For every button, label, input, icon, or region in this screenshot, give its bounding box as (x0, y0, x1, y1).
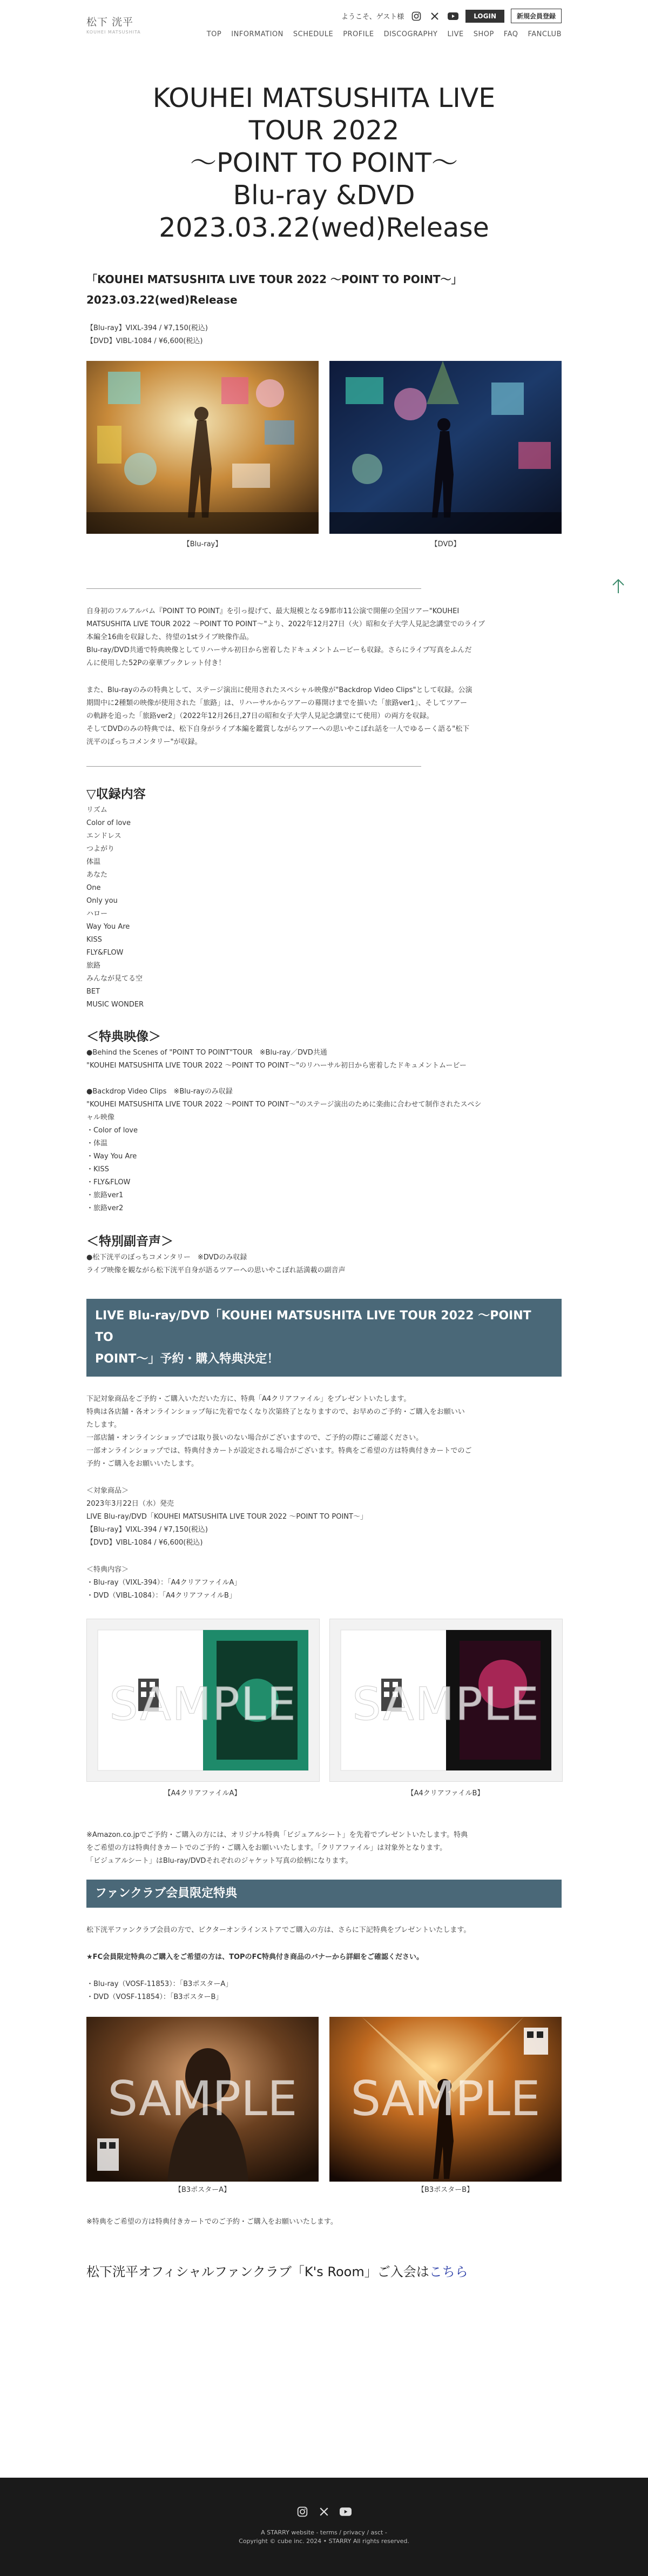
release-title (86, 269, 562, 310)
tracklist (86, 804, 562, 1011)
jacket-dvd (329, 361, 562, 548)
fanclub-bonus-item: ・Blu-ray（VOSF-11853）：「B3ポスターA」 (86, 1980, 233, 1988)
dvd-jacket-image (329, 361, 562, 534)
preorder-intro (86, 1393, 562, 1471)
poster-a (86, 2017, 319, 2194)
page-title-line: TOUR 2022 (248, 115, 400, 146)
jacket-photos (86, 361, 562, 548)
footer-links[interactable]: A STARRY website - terms / privacy / asct - (261, 2529, 387, 2536)
bonus-video-heading: ＜特典映像＞ (86, 1030, 161, 1044)
page-title-line: ～POINT TO POINT～ (190, 147, 458, 178)
bonus-audio-list (86, 1251, 562, 1277)
greeting-text: ようこそ、ゲスト様 (341, 13, 404, 21)
bonus-video-line: ・Color of love (86, 1126, 138, 1135)
nav-faq[interactable]: FAQ (503, 30, 518, 38)
preorder-contents-line: ＜特典内容＞ (86, 1566, 129, 1574)
track-item: Way You Are (86, 923, 130, 931)
preorder-contents-line: ・Blu-ray（VIXL-394）：「A4クリアファイルA」 (86, 1579, 241, 1587)
clearfile-b-image (329, 1619, 563, 1782)
poster-b-image (329, 2017, 562, 2182)
preorder-target-line: LIVE Blu-ray/DVD「KOUHEI MATSUSHITA LIVE TOUR 2022 ～POINT TO POINT～」 (86, 1513, 367, 1521)
nav-information[interactable]: INFORMATION (231, 30, 284, 38)
fanclub-join-line (86, 2261, 562, 2280)
track-item: One (86, 884, 101, 892)
fanclub-bonus-banner: ファンクラブ会員限定特典 (86, 1880, 562, 1908)
track-item: ハロー (86, 910, 108, 918)
preorder-target-line: ＜対象商品＞ (86, 1487, 129, 1495)
poster-b (329, 2017, 562, 2194)
amazon-note-line: 「ビジュアルシート」はBlu-ray/DVDそれぞれのジャケット写真の絵柄になります。 (86, 1857, 353, 1865)
site-header (0, 0, 648, 49)
description-line: また、Blu-rayのみの特典として、ステージ演出に使用されたスペシャル映像が"Backdrop Video Clips"として収録。公演 (86, 686, 473, 694)
preorder-intro-line: たします。 (86, 1421, 121, 1429)
preorder-intro-line: 一部店舗・オンラインショップでは取り扱いのない場合がございますので、ご予約の際にご確認ください。 (86, 1434, 423, 1442)
bonus-video-list (86, 1046, 562, 1215)
register-button[interactable]: 新規会員登録 (511, 9, 562, 23)
sample-watermark: SAMPLE (107, 2071, 298, 2126)
track-item: あなた (86, 871, 108, 879)
description-line: MATSUSHITA LIVE TOUR 2022 ～POINT TO POINT～"より、2022年12月27日（火）昭和女子大学人見記念講堂でのライブ (86, 620, 485, 628)
bonus-video-line: ・旅路ver2 (86, 1204, 124, 1212)
bonus-video-line: ・FLY&FLOW (86, 1178, 131, 1186)
bonus-video-line: ・旅路ver1 (86, 1191, 124, 1199)
amazon-note-line: ※Amazon.co.jpでご予約・ご購入の方には、オリジナル特典「ビジュアルシート」を先着でプレゼントいたします。特典 (86, 1831, 468, 1839)
login-button[interactable]: LOGIN (465, 10, 504, 23)
main-content (86, 269, 562, 2280)
youtube-icon[interactable] (447, 10, 459, 22)
preorder-intro-line: 下記対象商品をご予約・ご購入いただいた方に、特典「A4クリアファイル」をプレゼントいたします。 (86, 1395, 411, 1403)
preorder-intro-line: 予約・ご購入をお願いいたします。 (86, 1460, 198, 1468)
nav-schedule[interactable]: SCHEDULE (293, 30, 334, 38)
description-line: そしてDVDのみの特典では、松下自身がライブ本編を鑑賞しながらツアーへの思いやこぼれ話を一人でゆるーく語る"松下 (86, 725, 470, 733)
track-item: Color of love (86, 819, 131, 827)
description-line: 洸平のぼっちコメンタリー"が収録。 (86, 738, 202, 746)
x-icon[interactable] (429, 10, 441, 22)
sample-watermark: SAMPLE (350, 2071, 541, 2126)
amazon-note (86, 1829, 562, 1868)
preorder-target-line: 2023年3月22日（水）発売 (86, 1500, 174, 1508)
page-title-line: 2023.03.22(wed)Release (159, 212, 489, 243)
bonus-video-line: "KOUHEI MATSUSHITA LIVE TOUR 2022 ～POINT TO POINT～"のステージ演出のために楽曲に合わせて制作されたスペシ (86, 1101, 482, 1109)
site-footer (0, 2478, 648, 2576)
logo-text: 松下 洸平 (86, 16, 134, 28)
bluray-price: 【Blu-ray】VIXL-394 / ¥7,150(税込) (86, 324, 208, 332)
fanclub-bonus-items (86, 1978, 562, 2004)
nav-fanclub[interactable]: FANCLUB (528, 30, 562, 38)
tracklist-heading: ▽収録内容 (86, 787, 146, 801)
site-logo[interactable] (86, 14, 141, 35)
track-item: つよがり (86, 845, 115, 853)
fanclub-join-text: 松下洸平オフィシャルファンクラブ「K's Room」ご入会は (86, 2264, 429, 2279)
page-title-line: Blu-ray &DVD (233, 180, 415, 211)
sample-watermark: SAMPLE (109, 1678, 297, 1730)
sample-watermark: SAMPLE (352, 1678, 540, 1730)
arrow-up-icon (611, 578, 625, 594)
preorder-banner-line: POINT～」予約・購入特典決定！ (95, 1352, 279, 1366)
preorder-contents (86, 1564, 562, 1602)
track-item: 体温 (86, 858, 101, 866)
clearfile-a (86, 1619, 319, 1797)
preorder-contents-line: ・DVD（VIBL-1084）：「A4クリアファイルB」 (86, 1592, 236, 1600)
fanclub-bonus-intro: 松下洸平ファンクラブ会員の方で、ビクターオンラインストアでご購入の方は、さらに下記特典をプレゼントいたします。 (86, 1926, 471, 1934)
jacket-bluray (86, 361, 319, 548)
poster-samples (86, 2017, 562, 2194)
header-utility-bar (341, 9, 562, 23)
preorder-target (86, 1485, 562, 1549)
track-item: BET (86, 988, 100, 996)
copyright: Copyright © cube inc. 2024 • STARRY All rights reserved. (239, 2538, 409, 2545)
page-title (81, 82, 567, 244)
preorder-target-line: 【DVD】VIBL-1084 / ¥6,600(税込) (86, 1539, 203, 1547)
bonus-video-line: ・KISS (86, 1165, 109, 1173)
nav-profile[interactable]: PROFILE (343, 30, 374, 38)
track-item: KISS (86, 936, 102, 944)
preorder-target-line: 【Blu-ray】VIXL-394 / ¥7,150(税込) (86, 1526, 208, 1534)
bonus-video-line: "KOUHEI MATSUSHITA LIVE TOUR 2022 ～POINT TO POINT～"のリハーサル初日から密着したドキュメントムービー (86, 1062, 467, 1070)
track-item: みんなが見てる空 (86, 975, 143, 983)
preorder-intro-line: 一部オンラインショップでは、特典付きカートが設定される場合がございます。特典をご希望の方は特典付きカートでのご (86, 1447, 472, 1455)
fanclub-join-link[interactable]: こちら (429, 2264, 468, 2279)
track-item: リズム (86, 806, 107, 814)
scroll-top-button[interactable] (611, 578, 625, 594)
clearfile-b (329, 1619, 562, 1797)
description-line: 本編全16曲を収録した、待望の1stライブ映像作品。 (86, 633, 253, 641)
fanclub-bonus-note: ★FC会員限定特典のご購入をご希望の方は、TOPのFC特典付き商品のバナーから詳細をご確認ください。 (86, 1953, 423, 1961)
bluray-caption: 【Blu-ray】 (183, 540, 222, 548)
fanclub-footnote: ※特典をご希望の方は特典付きカートでのご予約・ご購入をお願いいたします。 (86, 2218, 338, 2226)
bonus-audio-heading: ＜特別副音声＞ (86, 1235, 173, 1249)
bonus-video-line: ●Backdrop Video Clips ※Blu-rayのみ収録 (86, 1088, 233, 1096)
release-title-line: 「KOUHEI MATSUSHITA LIVE TOUR 2022 ～POINT TO POINT～」 (86, 273, 462, 286)
preorder-banner (86, 1299, 562, 1377)
clearfile-a-caption: 【A4クリアファイルA】 (164, 1789, 241, 1797)
description-paragraph-2 (86, 684, 562, 749)
amazon-note-line: をご希望の方は特典付きカートでのご予約・ご購入をお願いいたします。「クリアファイル」は対象外となります。 (86, 1844, 447, 1852)
clearfile-b-caption: 【A4クリアファイルB】 (407, 1789, 484, 1797)
nav-discography[interactable]: DISCOGRAPHY (383, 30, 438, 38)
nav-live[interactable]: LIVE (447, 30, 464, 38)
poster-b-caption: 【B3ポスターB】 (417, 2186, 474, 2194)
track-item: 旅路 (86, 962, 101, 970)
global-nav (207, 30, 562, 38)
description-paragraph-1 (86, 605, 562, 670)
x-icon[interactable] (318, 2506, 330, 2518)
clearfile-samples (86, 1619, 562, 1797)
logo-subtext: KOUHEI MATSUSHITA (86, 30, 141, 35)
bonus-video-line: ●Behind the Scenes of "POINT TO POINT"TOUR ※Blu-ray／DVD共通 (86, 1049, 327, 1057)
divider (86, 766, 421, 767)
dvd-price: 【DVD】VIBL-1084 / ¥6,600(税込) (86, 337, 203, 345)
youtube-icon[interactable] (340, 2506, 352, 2518)
bonus-video-line: ・体温 (86, 1139, 108, 1148)
description-line: 自身初のフルアルバム『POINT TO POINT』を引っ提げて、最大規模となる9都市11公演で開催の全国ツアー"KOUHEI (86, 607, 460, 615)
nav-shop[interactable]: SHOP (473, 30, 494, 38)
track-item: FLY&FLOW (86, 949, 124, 957)
preorder-banner-line: LIVE Blu-ray/DVD「KOUHEI MATSUSHITA LIVE TOUR 2022 ～POINT TO (95, 1309, 531, 1344)
fanclub-bonus-item: ・DVD（VOSF-11854）：「B3ポスターB」 (86, 1993, 223, 2001)
footer-social (0, 2506, 648, 2518)
nav-top[interactable]: TOP (206, 30, 222, 38)
track-item: MUSIC WONDER (86, 1001, 144, 1009)
release-date: 2023.03.22(wed)Release (86, 293, 238, 306)
track-item: エンドレス (86, 832, 122, 840)
poster-a-caption: 【B3ポスターA】 (174, 2186, 231, 2194)
description-line: 期間中に2種類の映像が使用された「旅路」は、リハーサルからツアーの幕開けまでを描いた「旅路ver1」、そしてツアー (86, 699, 467, 707)
bluray-jacket-image (86, 361, 319, 534)
bonus-video-line: ・Way You Are (86, 1152, 137, 1160)
footer-text (0, 2528, 648, 2546)
description-line: の軌跡を追った「旅路ver2」（2022年12月26日,27日の昭和女子大学人見記念講堂にて使用）の両方を収録。 (86, 712, 434, 720)
bonus-audio-line: ●松下洸平のぼっちコメンタリー ※DVDのみ収録 (86, 1253, 247, 1262)
bonus-video-line: ャル映像 (86, 1113, 115, 1122)
description-line: Blu-ray/DVD共通で特典映像としてリハーサル初日から密着したドキュメントムービーも収録。さらにライブ写真をふんだ (86, 646, 472, 654)
description-line: んに使用した52Pの豪華ブックレット付き！ (86, 659, 226, 667)
instagram-icon[interactable] (296, 2506, 308, 2518)
poster-a-image (86, 2017, 319, 2182)
bonus-audio-line: ライブ映像を観ながら松下洸平自身が語るツアーへの思いやこぼれ話満載の副音声 (86, 1266, 346, 1274)
preorder-intro-line: 特典は各店舗・各オンラインショップ毎に先着でなくなり次第終了となりますので、お早めのご予約・ご購入をお願いい (86, 1408, 465, 1416)
instagram-icon[interactable] (410, 10, 422, 22)
dvd-caption: 【DVD】 (430, 540, 461, 548)
page-title-line: KOUHEI MATSUSHITA LIVE (152, 83, 496, 113)
clearfile-a-image (86, 1619, 320, 1782)
track-item: Only you (86, 897, 118, 905)
